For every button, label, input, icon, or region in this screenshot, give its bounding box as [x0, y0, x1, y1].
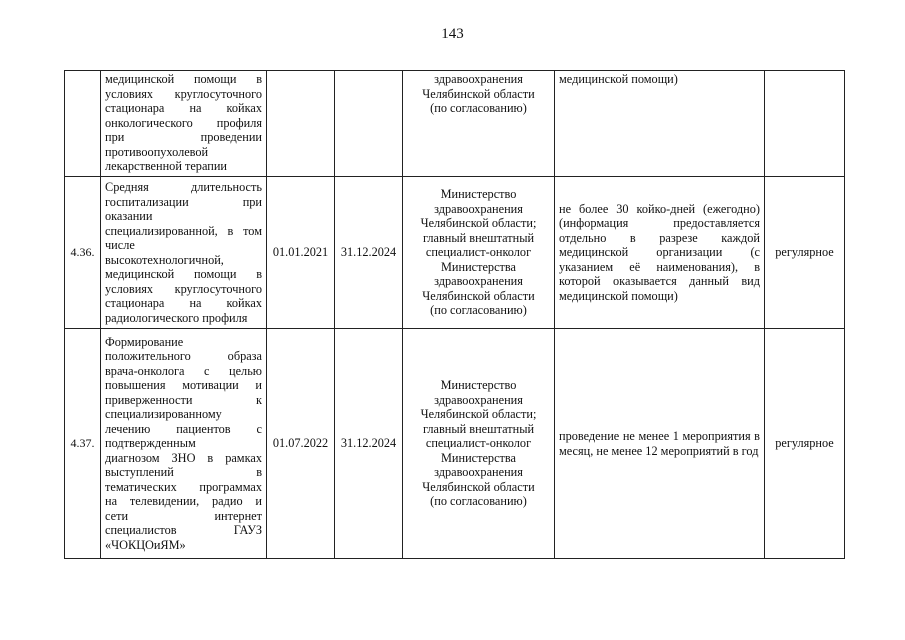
measure-description — [101, 329, 267, 559]
responsible-line: специалист-онколог — [425, 436, 532, 451]
description-line: оказании — [105, 209, 153, 223]
description-line: специалистов ГАУЗ — [105, 523, 262, 538]
table-body — [65, 71, 845, 559]
description-line: приверженности к — [105, 392, 262, 407]
end-date: 31.12.2024 — [335, 177, 403, 329]
description-line: медицинской помощи в — [105, 267, 262, 281]
description-line: врача-онколога с целью — [105, 363, 262, 378]
description-line: лечению пациентов с — [105, 421, 262, 436]
description-line: «ЧОКЦОиЯМ» — [105, 537, 186, 552]
responsible-line: Министерство — [440, 187, 517, 202]
end-date: 31.12.2024 — [335, 329, 403, 559]
description-line: тематических программах — [105, 479, 262, 494]
responsible-executor — [403, 329, 555, 559]
description-line: госпитализации при — [105, 194, 262, 209]
table-row — [65, 71, 845, 177]
description-line: при проведении — [105, 130, 262, 144]
responsible-line: Челябинской области — [422, 86, 535, 101]
responsible-line: (по согласованию) — [430, 494, 527, 509]
description-line: подтвержденным — [105, 436, 196, 451]
row-number: 4.37. — [65, 329, 101, 559]
responsible-line: здравоохранения — [434, 201, 523, 216]
responsible-executor — [403, 177, 555, 329]
description-line: повышения мотивации и — [105, 378, 262, 393]
description-line: условиях круглосуточного — [105, 281, 262, 296]
description-line: радиологического профиля — [105, 310, 248, 325]
periodicity: регулярное — [765, 329, 845, 559]
responsible-line: Челябинской области — [422, 288, 535, 303]
periodicity: регулярное — [765, 177, 845, 329]
responsible-line: Челябинской области; — [420, 216, 537, 231]
responsible-line: главный внештатный — [422, 421, 535, 436]
page-number: 143 — [441, 26, 464, 42]
description-line: положительного образа — [105, 349, 262, 364]
responsible-line: Министерство — [440, 378, 517, 393]
description-line: лекарственной терапии — [105, 159, 227, 173]
result-indicator: медицинской помощи) — [555, 71, 765, 177]
description-line: числе — [105, 238, 135, 252]
row-number: 4.36. — [65, 177, 101, 329]
description-line: сети интернет — [105, 508, 262, 523]
description-line: Формирование — [105, 334, 184, 349]
description-line: специализированному — [105, 407, 222, 422]
description-line: на телевидении, радио и — [105, 494, 262, 509]
responsible-line: Министерства — [440, 259, 517, 274]
result-indicator: проведение не менее 1 мероприятия в месяц, не менее 12 мероприятий в год — [555, 329, 765, 559]
responsible-line: (по согласованию) — [430, 303, 527, 318]
periodicity — [765, 71, 845, 177]
start-date — [267, 71, 335, 177]
description-line: выступлений в — [105, 465, 262, 480]
responsible-line: здравоохранения — [434, 72, 523, 86]
description-line: диагнозом ЗНО в рамках — [105, 450, 262, 465]
responsible-executor — [403, 71, 555, 177]
description-line: высокотехнологичной, — [105, 252, 224, 267]
end-date — [335, 71, 403, 177]
description-line: медицинской помощи в — [105, 72, 262, 86]
table-row — [65, 329, 845, 559]
result-indicator: не более 30 койко-дней (ежегодно) (информация предоставляется отдельно в разрезе каждой медицинской организации (с указанием её наименования), в которой оказывается данный вид медицинской помощи) — [555, 177, 765, 329]
responsible-line: здравоохранения — [434, 274, 523, 289]
responsible-line: Челябинской области; — [420, 407, 537, 422]
responsible-line: (по согласованию) — [430, 101, 527, 115]
description-line: стационара на койках — [105, 296, 262, 310]
description-line: противоопухолевой — [105, 144, 209, 159]
responsible-line: Министерства — [440, 450, 517, 465]
measures-table — [64, 70, 845, 559]
description-line: условиях круглосуточного — [105, 86, 262, 101]
measure-description — [101, 71, 267, 177]
table-row — [65, 177, 845, 329]
responsible-line: специалист-онколог — [425, 245, 532, 260]
measure-description — [101, 177, 267, 329]
responsible-line: здравоохранения — [434, 465, 523, 480]
responsible-line: Челябинской области — [422, 479, 535, 494]
start-date: 01.07.2022 — [267, 329, 335, 559]
responsible-line: здравоохранения — [434, 392, 523, 407]
responsible-line: главный внештатный — [422, 230, 535, 245]
description-line: стационара на койках — [105, 101, 262, 115]
description-line: Средняя длительность — [105, 180, 262, 194]
description-line: онкологического профиля — [105, 115, 262, 130]
row-number — [65, 71, 101, 177]
description-line: специализированной, в том — [105, 223, 262, 238]
start-date: 01.01.2021 — [267, 177, 335, 329]
